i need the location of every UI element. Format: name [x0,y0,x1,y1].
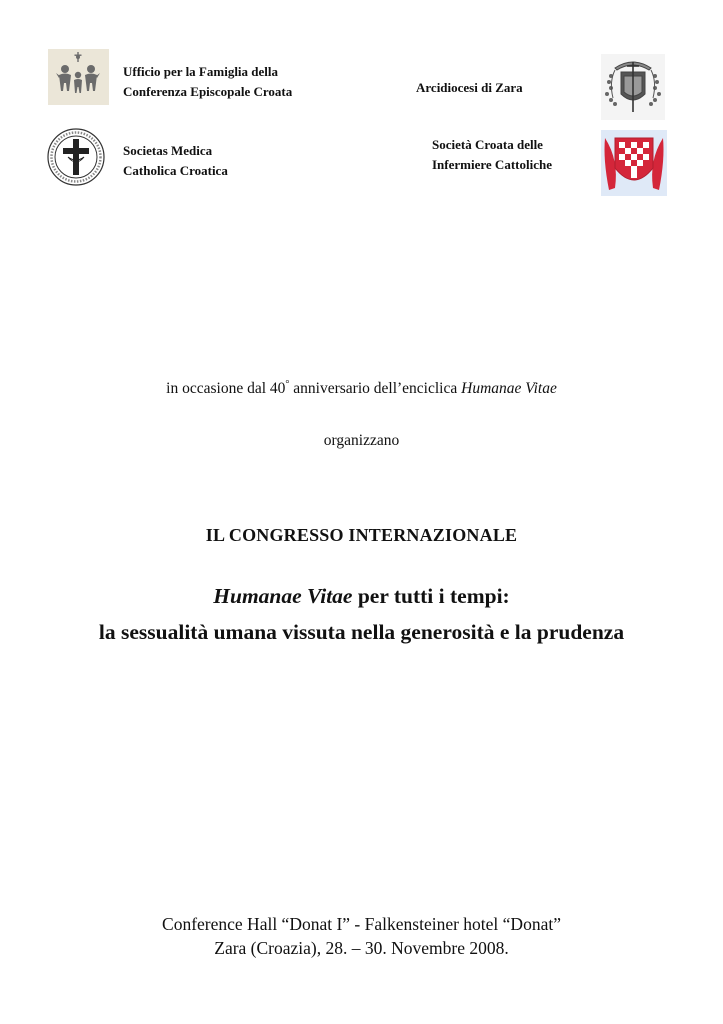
subtitle-italic: Humanae Vitae [213,584,353,608]
archdiocese-name: Arcidiocesi di Zara [416,80,523,95]
subtitle-rest: per tutti i tempi: [352,584,510,608]
intro-prefix: in occasione dal 40 [166,380,286,398]
subtitle-line-2: la sessualità umana vissuta nella generosità e la prudenza [98,620,625,644]
medical-society-cross-seal-icon [46,127,106,187]
org-line: Societas Medica [123,143,213,158]
congress-heading: IL CONGRESSO INTERNAZIONALE [205,525,518,545]
subtitle-line-1 [0,578,723,614]
org-line: Catholica Croatica [123,163,228,178]
archdiocese-coat-of-arms-icon [601,54,665,120]
organizzano-text: organizzano [323,432,400,449]
congress-subtitle [0,578,723,650]
venue-block [0,912,723,960]
venue-date: Zara (Croazia), 28. – 30. Novembre 2008. [214,938,509,958]
venue-hall: Conference Hall “Donat I” - Falkensteiner hotel “Donat” [162,914,561,934]
org-line: Ufficio per la Famiglia della [123,64,279,79]
org-line: Infermiere Cattoliche [432,157,552,172]
family-office-name [123,62,292,102]
org-line: Conferenza Episcopale Croata [123,84,293,99]
encyclical-name: Humanae Vitae [461,380,557,398]
org-line: Società Croata delle [432,137,543,152]
intro-line [0,379,723,398]
degree-sign: ° [285,379,290,390]
nurses-society-name [432,135,552,175]
nurses-society-shield-icon [601,130,667,196]
family-logo-icon [48,49,109,105]
medical-society-name [123,141,228,181]
intro-middle: anniversario dell’enciclica [289,380,462,398]
